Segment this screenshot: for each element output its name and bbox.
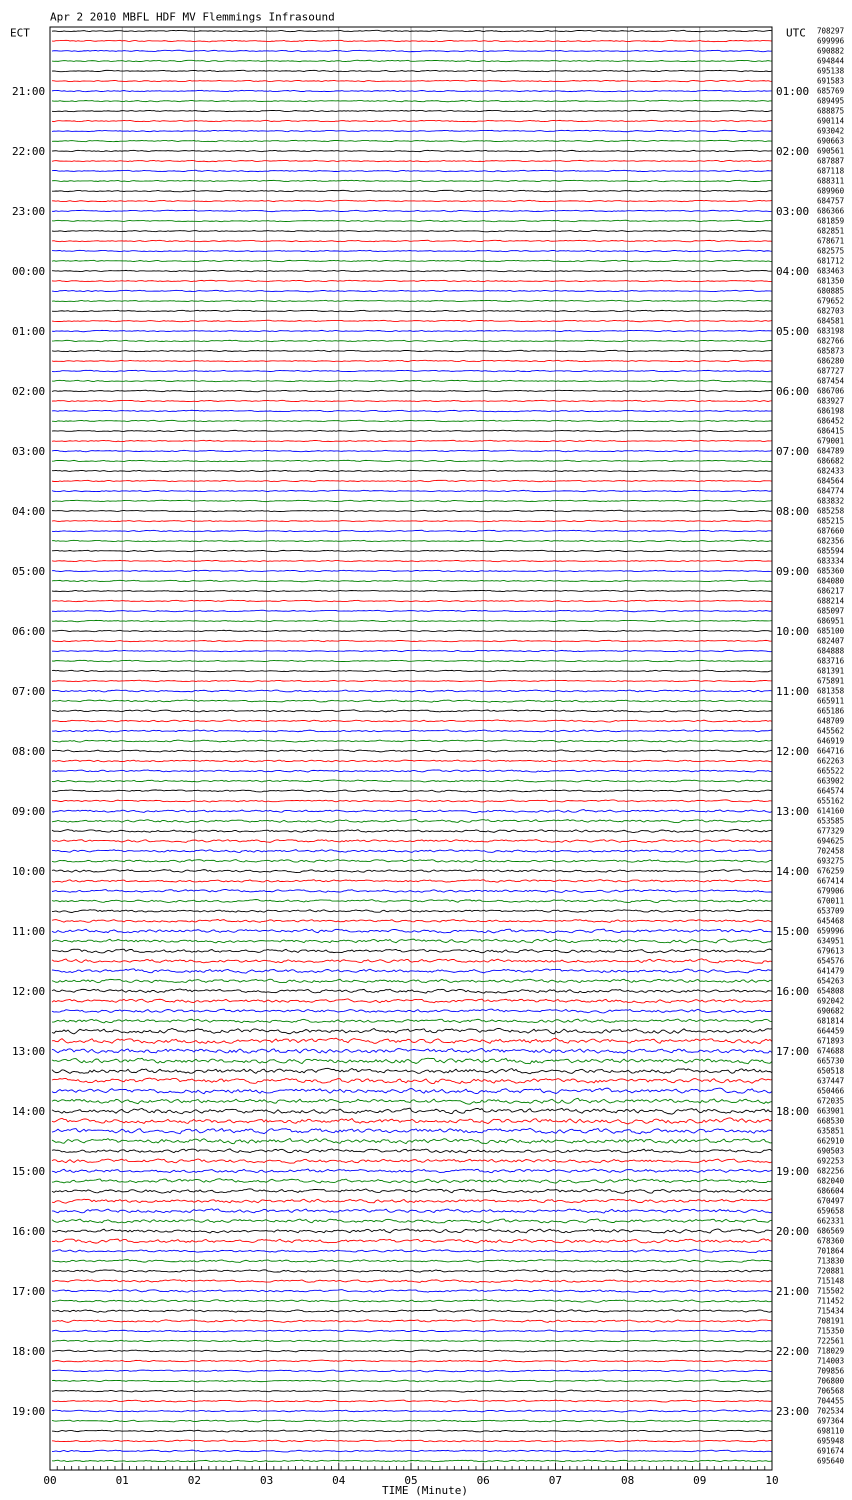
trace-count: 702458 bbox=[817, 846, 845, 856]
trace-count: 684757 bbox=[817, 196, 845, 206]
trace-count-labels bbox=[817, 27, 845, 1466]
trace-count: 684888 bbox=[817, 646, 845, 656]
utc-hour-label: 03:00 bbox=[776, 205, 810, 218]
trace-count: 678671 bbox=[817, 236, 845, 246]
trace-count: 690114 bbox=[817, 116, 845, 126]
utc-hour-label: 13:00 bbox=[776, 805, 810, 818]
trace-count: 681814 bbox=[817, 1016, 845, 1026]
trace-count: 650466 bbox=[817, 1086, 845, 1096]
utc-hour-label: 09:00 bbox=[776, 565, 810, 578]
trace-count: 687118 bbox=[817, 166, 845, 176]
trace-count: 664716 bbox=[817, 746, 845, 756]
trace-count: 664574 bbox=[817, 786, 845, 796]
trace-count: 635851 bbox=[817, 1126, 845, 1136]
utc-hour-label: 23:00 bbox=[776, 1405, 810, 1418]
trace-count: 637447 bbox=[817, 1076, 845, 1086]
trace-count: 681358 bbox=[817, 686, 845, 696]
trace-count: 665522 bbox=[817, 766, 845, 776]
utc-hour-label: 02:00 bbox=[776, 145, 810, 158]
x-tick-label: 00 bbox=[43, 1474, 57, 1487]
trace-count: 686706 bbox=[817, 386, 845, 396]
ect-hour-label: 00:00 bbox=[12, 265, 46, 278]
trace-count: 722561 bbox=[817, 1336, 845, 1346]
trace-count: 670011 bbox=[817, 896, 845, 906]
ect-hour-label: 16:00 bbox=[12, 1225, 46, 1238]
trace-count: 706800 bbox=[817, 1376, 845, 1386]
trace-count: 720881 bbox=[817, 1266, 845, 1276]
ect-hour-label: 06:00 bbox=[12, 625, 46, 638]
trace-count: 715434 bbox=[817, 1306, 845, 1316]
trace-count: 691583 bbox=[817, 76, 845, 86]
trace-count: 659658 bbox=[817, 1206, 845, 1216]
trace-count: 682703 bbox=[817, 306, 845, 316]
trace-count: 704455 bbox=[817, 1396, 845, 1406]
utc-hour-label: 18:00 bbox=[776, 1105, 810, 1118]
ect-hour-label: 08:00 bbox=[12, 745, 46, 758]
trace-count: 684789 bbox=[817, 446, 845, 456]
trace-count: 683334 bbox=[817, 556, 845, 566]
trace-count: 641479 bbox=[817, 966, 845, 976]
trace-count: 684564 bbox=[817, 476, 845, 486]
trace-count: 655162 bbox=[817, 796, 845, 806]
trace-count: 688214 bbox=[817, 596, 845, 606]
ect-hour-label: 18:00 bbox=[12, 1345, 46, 1358]
trace-count: 654808 bbox=[817, 986, 845, 996]
x-tick-label: 09 bbox=[693, 1474, 707, 1487]
ect-hour-label: 03:00 bbox=[12, 445, 46, 458]
trace-count: 646919 bbox=[817, 736, 845, 746]
utc-hour-label: 07:00 bbox=[776, 445, 810, 458]
trace-count: 691674 bbox=[817, 1446, 845, 1456]
trace-count: 614160 bbox=[817, 806, 845, 816]
x-tick-label: 06 bbox=[476, 1474, 490, 1487]
trace-count: 664459 bbox=[817, 1026, 845, 1036]
trace-count: 685360 bbox=[817, 566, 845, 576]
trace-count: 663902 bbox=[817, 776, 845, 786]
utc-hour-label: 11:00 bbox=[776, 685, 810, 698]
trace-count: 686951 bbox=[817, 616, 845, 626]
trace-count: 713830 bbox=[817, 1256, 845, 1266]
trace-count: 678360 bbox=[817, 1236, 845, 1246]
utc-hour-label: 19:00 bbox=[776, 1165, 810, 1178]
trace-count: 682433 bbox=[817, 466, 845, 476]
ect-hour-label: 23:00 bbox=[12, 205, 46, 218]
trace-count: 682575 bbox=[817, 246, 845, 256]
trace-count: 685594 bbox=[817, 546, 845, 556]
utc-hour-label: 12:00 bbox=[776, 745, 810, 758]
trace-count: 681350 bbox=[817, 276, 845, 286]
ect-hour-label: 21:00 bbox=[12, 85, 46, 98]
x-tick-label: 01 bbox=[115, 1474, 129, 1487]
trace-count: 701864 bbox=[817, 1246, 845, 1256]
trace-count: 648709 bbox=[817, 716, 845, 726]
trace-count: 686366 bbox=[817, 206, 845, 216]
trace-count: 654576 bbox=[817, 956, 845, 966]
trace-count: 715350 bbox=[817, 1326, 845, 1336]
trace-count: 667414 bbox=[817, 876, 845, 886]
trace-count: 684774 bbox=[817, 486, 845, 496]
trace-count: 662331 bbox=[817, 1216, 845, 1226]
trace-count: 672035 bbox=[817, 1096, 845, 1106]
trace-count: 689960 bbox=[817, 186, 845, 196]
x-tick-label: 05 bbox=[404, 1474, 418, 1487]
ect-hour-label: 04:00 bbox=[12, 505, 46, 518]
x-tick-label: 10 bbox=[765, 1474, 779, 1487]
trace-count: 686217 bbox=[817, 586, 845, 596]
trace-count: 686452 bbox=[817, 416, 845, 426]
trace-count: 692253 bbox=[817, 1156, 845, 1166]
trace-count: 668530 bbox=[817, 1116, 845, 1126]
trace-count: 681391 bbox=[817, 666, 845, 676]
utc-hour-label: 04:00 bbox=[776, 265, 810, 278]
trace-count: 681859 bbox=[817, 216, 845, 226]
trace-count: 686682 bbox=[817, 456, 845, 466]
utc-hour-label: 01:00 bbox=[776, 85, 810, 98]
trace-count: 687660 bbox=[817, 526, 845, 536]
trace-count: 680885 bbox=[817, 286, 845, 296]
ect-hour-label: 15:00 bbox=[12, 1165, 46, 1178]
trace-count: 694844 bbox=[817, 56, 845, 66]
trace-count: 709856 bbox=[817, 1366, 845, 1376]
trace-count: 653709 bbox=[817, 906, 845, 916]
trace-count: 645562 bbox=[817, 726, 845, 736]
x-tick-label: 08 bbox=[620, 1474, 635, 1487]
trace-count: 676259 bbox=[817, 866, 845, 876]
trace-count: 683463 bbox=[817, 266, 845, 276]
trace-count: 690682 bbox=[817, 1006, 845, 1016]
trace-count: 685258 bbox=[817, 506, 845, 516]
utc-hour-label: 20:00 bbox=[776, 1225, 810, 1238]
trace-count: 663901 bbox=[817, 1106, 845, 1116]
ect-header: ECT bbox=[10, 26, 30, 40]
trace-count: 694625 bbox=[817, 836, 845, 846]
trace-count: 654263 bbox=[817, 976, 845, 986]
trace-count: 686415 bbox=[817, 426, 845, 436]
trace-count: 687454 bbox=[817, 376, 845, 386]
trace-count: 690663 bbox=[817, 136, 845, 146]
x-axis-label: TIME (Minute) bbox=[381, 1484, 469, 1497]
utc-hour-label: 14:00 bbox=[776, 865, 810, 878]
trace-count: 686198 bbox=[817, 406, 845, 416]
ect-hour-label: 10:00 bbox=[12, 865, 46, 878]
trace-count: 682766 bbox=[817, 336, 845, 346]
trace-count: 665730 bbox=[817, 1056, 845, 1066]
x-tick-label: 07 bbox=[548, 1474, 563, 1487]
trace-count: 684581 bbox=[817, 316, 845, 326]
trace-count: 662910 bbox=[817, 1136, 845, 1146]
trace-count: 682407 bbox=[817, 636, 845, 646]
trace-count: 671893 bbox=[817, 1036, 845, 1046]
trace-count: 688311 bbox=[817, 176, 845, 186]
trace-count: 708191 bbox=[817, 1316, 845, 1326]
trace-count: 699996 bbox=[817, 36, 845, 46]
trace-count: 715148 bbox=[817, 1276, 845, 1286]
trace-count: 715502 bbox=[817, 1286, 845, 1296]
x-tick-label: 04 bbox=[332, 1474, 346, 1487]
trace-count: 682040 bbox=[817, 1176, 845, 1186]
trace-count: 690503 bbox=[817, 1146, 845, 1156]
trace-count: 685873 bbox=[817, 346, 845, 356]
trace-count: 685100 bbox=[817, 626, 845, 636]
utc-header: UTC bbox=[786, 26, 806, 40]
trace-count: 682851 bbox=[817, 226, 845, 236]
trace-count: 650518 bbox=[817, 1066, 845, 1076]
trace-count: 677329 bbox=[817, 826, 845, 836]
trace-count: 683927 bbox=[817, 396, 845, 406]
trace-count: 682256 bbox=[817, 1166, 845, 1176]
utc-hour-label: 15:00 bbox=[776, 925, 810, 938]
trace-count: 698110 bbox=[817, 1426, 845, 1436]
trace-count: 692042 bbox=[817, 996, 845, 1006]
trace-count: 686604 bbox=[817, 1186, 845, 1196]
trace-count: 634951 bbox=[817, 936, 845, 946]
trace-count: 679001 bbox=[817, 436, 845, 446]
ect-hour-label: 22:00 bbox=[12, 145, 46, 158]
utc-hour-label: 17:00 bbox=[776, 1045, 810, 1058]
trace-count: 681712 bbox=[817, 256, 845, 266]
x-tick-label: 03 bbox=[259, 1474, 274, 1487]
utc-hour-label: 10:00 bbox=[776, 625, 810, 638]
trace-count: 679906 bbox=[817, 886, 845, 896]
trace-count: 690561 bbox=[817, 146, 845, 156]
ect-hour-label: 07:00 bbox=[12, 685, 46, 698]
trace-count: 686280 bbox=[817, 356, 845, 366]
trace-count: 686569 bbox=[817, 1226, 845, 1236]
utc-hour-label: 05:00 bbox=[776, 325, 810, 338]
trace-count: 653585 bbox=[817, 816, 845, 826]
x-tick-label: 02 bbox=[187, 1474, 202, 1487]
trace-count: 718029 bbox=[817, 1346, 845, 1356]
utc-hour-label: 16:00 bbox=[776, 985, 810, 998]
plot-title: Apr 2 2010 MBFL HDF MV Flemmings Infrasound bbox=[50, 10, 335, 24]
trace-count: 683832 bbox=[817, 496, 845, 506]
trace-count: 683716 bbox=[817, 656, 845, 666]
trace-count: 702534 bbox=[817, 1406, 845, 1416]
trace-count: 665911 bbox=[817, 696, 845, 706]
trace-count: 693275 bbox=[817, 856, 845, 866]
ect-hour-label: 13:00 bbox=[12, 1045, 46, 1058]
ect-hour-label: 01:00 bbox=[12, 325, 46, 338]
trace-count: 674688 bbox=[817, 1046, 845, 1056]
trace-count: 675891 bbox=[817, 676, 845, 686]
utc-hour-label: 21:00 bbox=[776, 1285, 810, 1298]
trace-count: 711452 bbox=[817, 1296, 845, 1306]
trace-count: 714003 bbox=[817, 1356, 845, 1366]
trace-count: 679613 bbox=[817, 946, 845, 956]
trace-count: 679652 bbox=[817, 296, 845, 306]
trace-count: 695640 bbox=[817, 1456, 845, 1466]
trace-count: 682356 bbox=[817, 536, 845, 546]
trace-count: 689495 bbox=[817, 96, 845, 106]
ect-hour-label: 17:00 bbox=[12, 1285, 46, 1298]
trace-count: 684080 bbox=[817, 576, 845, 586]
ect-hour-label: 12:00 bbox=[12, 985, 46, 998]
trace-count: 687887 bbox=[817, 156, 845, 166]
trace-count: 697364 bbox=[817, 1416, 845, 1426]
trace-count: 685215 bbox=[817, 516, 845, 526]
utc-hour-label: 08:00 bbox=[776, 505, 810, 518]
trace-count: 683198 bbox=[817, 326, 845, 336]
ect-hour-label: 11:00 bbox=[12, 925, 46, 938]
trace-count: 670497 bbox=[817, 1196, 845, 1206]
ect-hour-label: 05:00 bbox=[12, 565, 46, 578]
trace-count: 685097 bbox=[817, 606, 845, 616]
trace-count: 665186 bbox=[817, 706, 845, 716]
trace-count: 695948 bbox=[817, 1436, 845, 1446]
trace-count: 645468 bbox=[817, 916, 845, 926]
trace-count: 690882 bbox=[817, 46, 845, 56]
ect-hour-label: 19:00 bbox=[12, 1405, 46, 1418]
ect-hour-label: 14:00 bbox=[12, 1105, 46, 1118]
trace-count: 659996 bbox=[817, 926, 845, 936]
ect-hour-label: 02:00 bbox=[12, 385, 46, 398]
trace-count: 662263 bbox=[817, 756, 845, 766]
trace-count: 706568 bbox=[817, 1386, 845, 1396]
trace-count: 687727 bbox=[817, 366, 845, 376]
trace-count: 693042 bbox=[817, 126, 845, 136]
utc-hour-label: 22:00 bbox=[776, 1345, 810, 1358]
ect-hour-label: 09:00 bbox=[12, 805, 46, 818]
trace-count: 708297 bbox=[817, 26, 845, 36]
utc-hour-label: 06:00 bbox=[776, 385, 810, 398]
trace-count: 695138 bbox=[817, 66, 845, 76]
trace-count: 685769 bbox=[817, 86, 845, 96]
trace-count: 688875 bbox=[817, 106, 845, 116]
